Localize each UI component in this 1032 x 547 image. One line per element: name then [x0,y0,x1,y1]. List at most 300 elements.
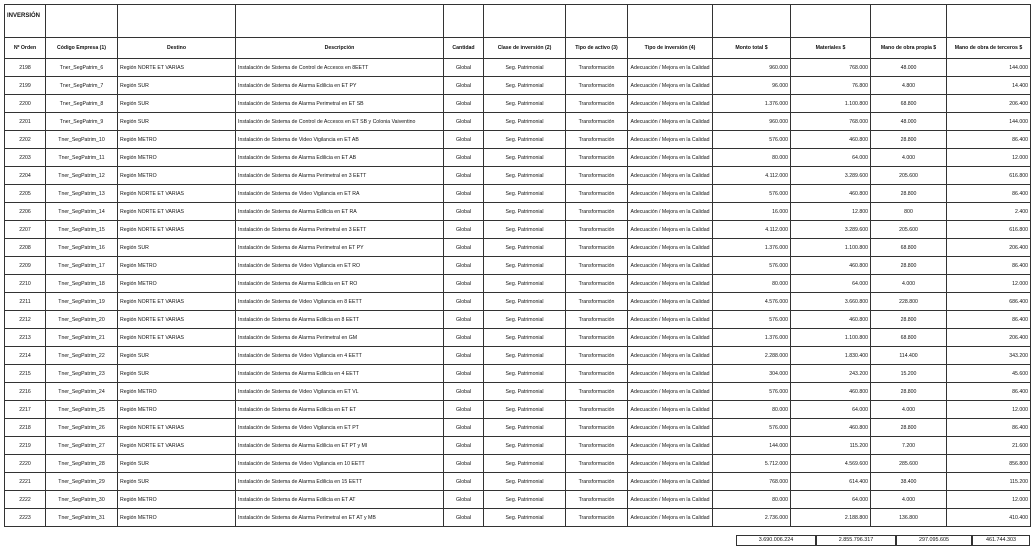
row-code: Tner_SegPatrim_29 [46,473,118,491]
row-asset-type: Transformación [566,113,628,131]
row-investment-class: Seg. Patrimonial [484,221,566,239]
third-labor-sum: 461.744.303 [972,535,1030,546]
row-third-labor: 856.800 [947,455,1031,473]
row-asset-type: Transformación [566,401,628,419]
header-quantity: Cantidad [444,38,484,59]
table-row [5,347,1031,365]
row-order: 2220 [5,455,46,473]
row-destination: Región NORTE ET VARIAS [118,437,236,455]
row-quantity: Global [444,185,484,203]
row-own-labor: 28.800 [871,185,947,203]
row-total-amount: 4.576.000 [713,293,791,311]
row-code: Tner_SegPatrim_16 [46,239,118,257]
row-quantity: Global [444,419,484,437]
row-description: Instalación de Sistema de Video Vigilancia en 10 EETT [236,455,444,473]
row-materials: 2.188.800 [791,509,871,527]
row-investment-class: Seg. Patrimonial [484,113,566,131]
row-order: 2201 [5,113,46,131]
row-investment-class: Seg. Patrimonial [484,257,566,275]
row-asset-type: Transformación [566,257,628,275]
row-description: Instalación de Sistema de Alarma Edilicia en ET AT [236,491,444,509]
row-materials: 460.800 [791,131,871,149]
row-third-labor: 45.600 [947,365,1031,383]
row-third-labor: 86.400 [947,383,1031,401]
row-order: 2205 [5,185,46,203]
row-total-amount: 1.376.000 [713,239,791,257]
row-total-amount: 80.000 [713,275,791,293]
row-asset-type: Transformación [566,293,628,311]
row-investment-type: Adecuación / Mejora en la Calidad [628,509,713,527]
row-materials: 1.100.800 [791,95,871,113]
row-total-amount: 2.288.000 [713,347,791,365]
row-code: Tner_SegPatrim_25 [46,401,118,419]
row-total-amount: 80.000 [713,401,791,419]
row-own-labor: 38.400 [871,473,947,491]
table-row [5,203,1031,221]
row-order: 2208 [5,239,46,257]
row-investment-type: Adecuación / Mejora en la Calidad [628,383,713,401]
row-investment-type: Adecuación / Mejora en la Calidad [628,437,713,455]
row-quantity: Global [444,311,484,329]
row-investment-class: Seg. Patrimonial [484,77,566,95]
header-asset-type: Tipo de activo (3) [566,38,628,59]
row-total-amount: 960.000 [713,59,791,77]
row-investment-type: Adecuación / Mejora en la Calidad [628,365,713,383]
row-own-labor: 136.800 [871,509,947,527]
row-investment-class: Seg. Patrimonial [484,95,566,113]
row-asset-type: Transformación [566,59,628,77]
row-code: Tner_SegPatrim_26 [46,419,118,437]
row-asset-type: Transformación [566,149,628,167]
row-investment-class: Seg. Patrimonial [484,167,566,185]
header-own-labor: Mano de obra propia $ [871,38,947,59]
row-order: 2211 [5,293,46,311]
table-row [5,509,1031,527]
table-row [5,437,1031,455]
row-code: Tner_SegPatrim_7 [46,77,118,95]
row-destination: Región SUR [118,455,236,473]
row-code: Tner_SegPatrim_15 [46,221,118,239]
row-materials: 614.400 [791,473,871,491]
row-quantity: Global [444,401,484,419]
row-quantity: Global [444,257,484,275]
row-investment-class: Seg. Patrimonial [484,419,566,437]
header-third-labor: Mano de obra de terceros $ [947,38,1031,59]
row-asset-type: Transformación [566,365,628,383]
row-materials: 1.100.800 [791,329,871,347]
row-quantity: Global [444,77,484,95]
row-investment-class: Seg. Patrimonial [484,437,566,455]
row-investment-type: Adecuación / Mejora en la Calidad [628,149,713,167]
row-code: Tner_SegPatrim_20 [46,311,118,329]
row-investment-class: Seg. Patrimonial [484,347,566,365]
row-investment-class: Seg. Patrimonial [484,131,566,149]
section-row [5,5,1031,38]
row-materials: 3.289.600 [791,167,871,185]
row-quantity: Global [444,203,484,221]
row-investment-class: Seg. Patrimonial [484,455,566,473]
row-own-labor: 28.800 [871,131,947,149]
row-investment-class: Seg. Patrimonial [484,275,566,293]
row-description: Instalación de Sistema de Alarma Edilicia en ET ET [236,401,444,419]
table-row [5,239,1031,257]
row-third-labor: 86.400 [947,419,1031,437]
investment-sheet [4,4,1031,543]
row-asset-type: Transformación [566,203,628,221]
row-asset-type: Transformación [566,275,628,293]
row-asset-type: Transformación [566,77,628,95]
row-third-labor: 144.000 [947,113,1031,131]
row-order: 2202 [5,131,46,149]
row-destination: Región METRO [118,491,236,509]
row-own-labor: 28.800 [871,257,947,275]
row-quantity: Global [444,131,484,149]
row-asset-type: Transformación [566,167,628,185]
row-investment-type: Adecuación / Mejora en la Calidad [628,455,713,473]
row-description: Instalación de Sistema de Video Vigilancia en ET RA [236,185,444,203]
row-investment-type: Adecuación / Mejora en la Calidad [628,401,713,419]
row-asset-type: Transformación [566,509,628,527]
row-code: Tner_SegPatrim_23 [46,365,118,383]
row-total-amount: 16.000 [713,203,791,221]
row-asset-type: Transformación [566,419,628,437]
row-destination: Región SUR [118,239,236,257]
row-third-labor: 686.400 [947,293,1031,311]
row-quantity: Global [444,329,484,347]
row-description: Instalación de Sistema de Alarma Perimetral en ET AT y MB [236,509,444,527]
header-description: Descripción [236,38,444,59]
row-investment-type: Adecuación / Mejora en la Calidad [628,275,713,293]
row-total-amount: 576.000 [713,185,791,203]
header-materials: Materiales $ [791,38,871,59]
header-investment-type: Tipo de inversión (4) [628,38,713,59]
table-row [5,77,1031,95]
row-own-labor: 48.000 [871,113,947,131]
header-code: Código Empresa (1) [46,38,118,59]
row-code: Tner_SegPatrim_27 [46,437,118,455]
row-own-labor: 28.800 [871,419,947,437]
row-order: 2213 [5,329,46,347]
row-investment-type: Adecuación / Mejora en la Calidad [628,185,713,203]
row-own-labor: 4.800 [871,77,947,95]
row-total-amount: 576.000 [713,131,791,149]
row-investment-type: Adecuación / Mejora en la Calidad [628,95,713,113]
row-investment-type: Adecuación / Mejora en la Calidad [628,131,713,149]
row-third-labor: 12.000 [947,401,1031,419]
row-investment-type: Adecuación / Mejora en la Calidad [628,203,713,221]
row-investment-type: Adecuación / Mejora en la Calidad [628,491,713,509]
row-third-labor: 616.800 [947,167,1031,185]
row-own-labor: 205.600 [871,167,947,185]
row-materials: 1.100.800 [791,239,871,257]
row-order: 2212 [5,311,46,329]
row-investment-class: Seg. Patrimonial [484,59,566,77]
row-materials: 64.000 [791,149,871,167]
row-third-labor: 12.000 [947,275,1031,293]
row-materials: 768.000 [791,113,871,131]
row-investment-type: Adecuación / Mejora en la Calidad [628,311,713,329]
row-total-amount: 4.112.000 [713,221,791,239]
row-investment-class: Seg. Patrimonial [484,491,566,509]
row-materials: 768.000 [791,59,871,77]
row-investment-class: Seg. Patrimonial [484,293,566,311]
row-materials: 1.830.400 [791,347,871,365]
row-code: Tner_SegPatrim_19 [46,293,118,311]
row-investment-class: Seg. Patrimonial [484,383,566,401]
row-description: Instalación de Sistema de Alarma Perimetral en 3 EETT [236,167,444,185]
row-materials: 3.660.800 [791,293,871,311]
row-asset-type: Transformación [566,329,628,347]
row-order: 2204 [5,167,46,185]
own-labor-sum: 297.095.605 [896,535,972,546]
table-row [5,275,1031,293]
section-label: INVERSIÓN [5,5,46,38]
row-quantity: Global [444,221,484,239]
row-quantity: Global [444,95,484,113]
row-destination: Región NORTE ET VARIAS [118,311,236,329]
table-row [5,167,1031,185]
row-own-labor: 48.000 [871,59,947,77]
row-investment-type: Adecuación / Mejora en la Calidad [628,473,713,491]
row-code: Tner_SegPatrim_6 [46,59,118,77]
row-description: Instalación de Sistema de Alarma Perimetral en ET SB [236,95,444,113]
row-destination: Región METRO [118,275,236,293]
header-order: Nº Orden [5,38,46,59]
row-quantity: Global [444,167,484,185]
row-description: Instalación de Sistema de Alarma Edilicia en ET RO [236,275,444,293]
row-investment-class: Seg. Patrimonial [484,473,566,491]
row-third-labor: 616.800 [947,221,1031,239]
row-materials: 460.800 [791,419,871,437]
row-third-labor: 410.400 [947,509,1031,527]
row-total-amount: 144.000 [713,437,791,455]
row-destination: Región METRO [118,131,236,149]
row-order: 2214 [5,347,46,365]
row-order: 2210 [5,275,46,293]
row-investment-type: Adecuación / Mejora en la Calidad [628,221,713,239]
row-order: 2200 [5,95,46,113]
investment-table [4,4,1031,527]
row-destination: Región SUR [118,77,236,95]
row-description: Instalación de Sistema de Video Vigilancia en 8 EETT [236,293,444,311]
table-row [5,401,1031,419]
table-row [5,365,1031,383]
row-description: Instalación de Sistema de Video Vigilancia en ET PT [236,419,444,437]
row-total-amount: 80.000 [713,149,791,167]
row-investment-class: Seg. Patrimonial [484,239,566,257]
table-row [5,329,1031,347]
row-total-amount: 2.736.000 [713,509,791,527]
row-investment-class: Seg. Patrimonial [484,185,566,203]
row-own-labor: 68.800 [871,95,947,113]
row-quantity: Global [444,347,484,365]
row-destination: Región NORTE ET VARIAS [118,329,236,347]
row-order: 2206 [5,203,46,221]
row-asset-type: Transformación [566,185,628,203]
row-quantity: Global [444,437,484,455]
row-investment-type: Adecuación / Mejora en la Calidad [628,329,713,347]
row-quantity: Global [444,383,484,401]
row-destination: Región NORTE ET VARIAS [118,419,236,437]
row-total-amount: 5.712.000 [713,455,791,473]
row-quantity: Global [444,509,484,527]
row-code: Tner_SegPatrim_18 [46,275,118,293]
row-destination: Región NORTE ET VARIAS [118,221,236,239]
row-third-labor: 86.400 [947,257,1031,275]
table-row [5,491,1031,509]
row-code: Tner_SegPatrim_24 [46,383,118,401]
row-code: Tner_SegPatrim_22 [46,347,118,365]
table-row [5,473,1031,491]
row-total-amount: 576.000 [713,383,791,401]
row-destination: Región SUR [118,95,236,113]
row-own-labor: 4.000 [871,491,947,509]
row-materials: 243.200 [791,365,871,383]
header-investment-class: Clase de inversión (2) [484,38,566,59]
row-total-amount: 4.112.000 [713,167,791,185]
row-quantity: Global [444,59,484,77]
row-own-labor: 4.000 [871,401,947,419]
row-total-amount: 960.000 [713,113,791,131]
row-description: Instalación de Sistema de Video Vigilancia en ET VL [236,383,444,401]
row-investment-class: Seg. Patrimonial [484,149,566,167]
row-total-amount: 304.000 [713,365,791,383]
row-quantity: Global [444,275,484,293]
row-third-labor: 115.200 [947,473,1031,491]
row-investment-type: Adecuación / Mejora en la Calidad [628,113,713,131]
row-total-amount: 1.376.000 [713,95,791,113]
row-own-labor: 28.800 [871,311,947,329]
row-investment-type: Adecuación / Mejora en la Calidad [628,167,713,185]
row-destination: Región METRO [118,167,236,185]
row-materials: 460.800 [791,185,871,203]
row-materials: 460.800 [791,383,871,401]
row-description: Instalación de Sistema de Video Vigilancia en ET AB [236,131,444,149]
row-destination: Región NORTE ET VARIAS [118,59,236,77]
header-row [5,38,1031,59]
row-investment-type: Adecuación / Mejora en la Calidad [628,419,713,437]
table-row [5,419,1031,437]
row-own-labor: 800 [871,203,947,221]
row-third-labor: 12.000 [947,149,1031,167]
row-asset-type: Transformación [566,95,628,113]
row-materials: 64.000 [791,401,871,419]
row-description: Instalación de Sistema de Alarma Edilicia en 4 EETT [236,365,444,383]
row-third-labor: 144.000 [947,59,1031,77]
row-third-labor: 206.400 [947,95,1031,113]
row-destination: Región SUR [118,347,236,365]
row-investment-type: Adecuación / Mejora en la Calidad [628,239,713,257]
table-row [5,221,1031,239]
row-investment-class: Seg. Patrimonial [484,401,566,419]
row-destination: Región NORTE ET VARIAS [118,185,236,203]
row-code: Tner_SegPatrim_12 [46,167,118,185]
row-asset-type: Transformación [566,347,628,365]
row-investment-type: Adecuación / Mejora en la Calidad [628,257,713,275]
row-materials: 76.800 [791,77,871,95]
row-own-labor: 114.400 [871,347,947,365]
row-materials: 460.800 [791,311,871,329]
row-code: Tner_SegPatrim_21 [46,329,118,347]
row-investment-type: Adecuación / Mejora en la Calidad [628,77,713,95]
row-order: 2221 [5,473,46,491]
row-quantity: Global [444,149,484,167]
row-asset-type: Transformación [566,491,628,509]
row-order: 2223 [5,509,46,527]
row-description: Instalación de Sistema de Alarma Edilicia en 8 EETT [236,311,444,329]
row-third-labor: 206.400 [947,239,1031,257]
row-third-labor: 14.400 [947,77,1031,95]
row-destination: Región METRO [118,509,236,527]
table-row [5,113,1031,131]
row-total-amount: 96.000 [713,77,791,95]
row-own-labor: 285.600 [871,455,947,473]
row-destination: Región SUR [118,365,236,383]
row-code: Tner_SegPatrim_9 [46,113,118,131]
table-row [5,455,1031,473]
row-order: 2222 [5,491,46,509]
row-description: Instalación de Sistema de Alarma Edilicia en 15 EETT [236,473,444,491]
row-code: Tner_SegPatrim_30 [46,491,118,509]
row-own-labor: 205.600 [871,221,947,239]
row-materials: 115.200 [791,437,871,455]
table-row [5,311,1031,329]
row-materials: 64.000 [791,491,871,509]
row-description: Instalación de Sistema de Alarma Edilicia en ET PY [236,77,444,95]
row-code: Tner_SegPatrim_31 [46,509,118,527]
row-destination: Región METRO [118,383,236,401]
row-destination: Región NORTE ET VARIAS [118,203,236,221]
row-order: 2217 [5,401,46,419]
row-destination: Región METRO [118,257,236,275]
row-description: Instalación de Sistema de Alarma Edilicia en ET PT y MI [236,437,444,455]
row-destination: Región SUR [118,473,236,491]
row-investment-class: Seg. Patrimonial [484,365,566,383]
row-code: Tner_SegPatrim_11 [46,149,118,167]
row-description: Instalación de Sistema de Control de Accesos en ET SB y Colonia Vaiventino [236,113,444,131]
row-order: 2199 [5,77,46,95]
row-quantity: Global [444,239,484,257]
row-description: Instalación de Sistema de Video Vigilancia en 4 EETT [236,347,444,365]
total-amount-sum: 3.690.006.224 [736,535,816,546]
table-row [5,185,1031,203]
row-materials: 4.569.600 [791,455,871,473]
table-row [5,149,1031,167]
row-materials: 460.800 [791,257,871,275]
row-investment-class: Seg. Patrimonial [484,311,566,329]
row-own-labor: 7.200 [871,437,947,455]
row-third-labor: 206.400 [947,329,1031,347]
row-total-amount: 576.000 [713,311,791,329]
row-description: Instalación de Sistema de Alarma Edilicia en ET RA [236,203,444,221]
row-third-labor: 21.600 [947,437,1031,455]
row-code: Tner_SegPatrim_8 [46,95,118,113]
row-own-labor: 68.800 [871,329,947,347]
row-description: Instalación de Sistema de Control de Accesos en 8EETT [236,59,444,77]
row-order: 2203 [5,149,46,167]
row-total-amount: 576.000 [713,419,791,437]
row-asset-type: Transformación [566,221,628,239]
row-code: Tner_SegPatrim_28 [46,455,118,473]
row-own-labor: 4.000 [871,149,947,167]
row-investment-type: Adecuación / Mejora en la Calidad [628,59,713,77]
row-description: Instalación de Sistema de Video Vigilancia en ET RO [236,257,444,275]
row-own-labor: 228.800 [871,293,947,311]
header-total-amount: Monto total $ [713,38,791,59]
row-destination: Región NORTE ET VARIAS [118,293,236,311]
row-quantity: Global [444,473,484,491]
row-own-labor: 15.200 [871,365,947,383]
